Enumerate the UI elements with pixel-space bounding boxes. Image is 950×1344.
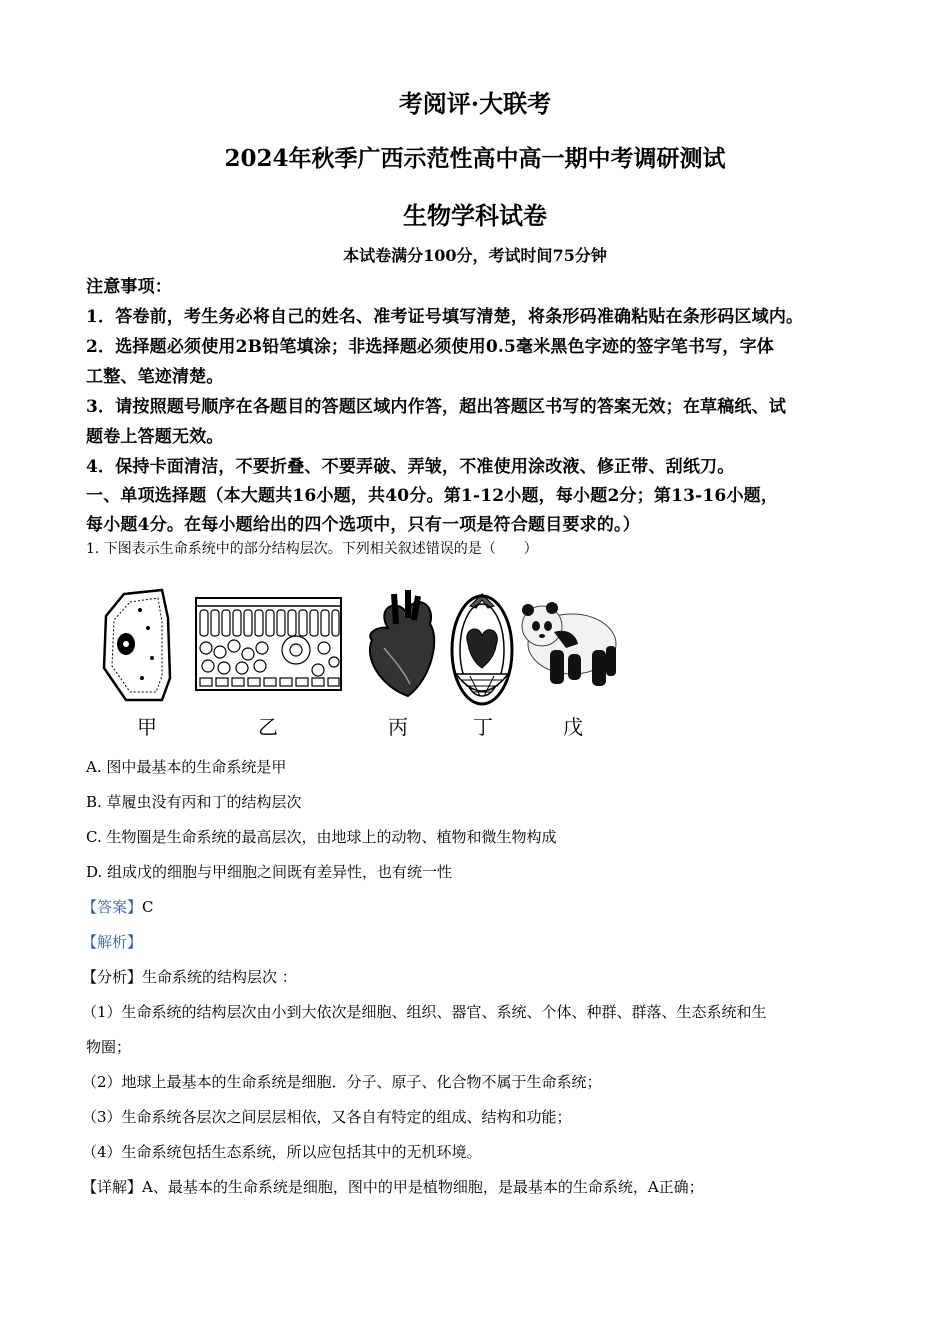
life-levels-figure — [96, 588, 636, 738]
panda-icon — [522, 602, 616, 686]
fenxi-label: 【分析】 — [82, 968, 143, 986]
notice-item: 1．答卷前，考生务必将自己的姓名、准考证号填写清楚，将条形码准确粘贴在条形码区域内。 — [86, 307, 804, 327]
detail-line — [82, 1176, 704, 1197]
detail-label: 【详解】 — [82, 1178, 143, 1196]
answer-line — [82, 896, 154, 917]
figure-label-bing: 丙 — [388, 715, 408, 739]
notice-item: 3．请按照题号顺序在各题目的答题区域内作答，超出答题区书写的答案无效；在草稿纸、试 — [86, 397, 787, 417]
notice-item: 2．选择题必须使用2B铅笔填涂；非选择题必须使用0.5毫米黑色字迹的签字笔书写，字体 — [86, 337, 774, 357]
plant-cell-icon — [104, 590, 170, 700]
analysis-point: （1）生命系统的结构层次由小到大依次是细胞、组织、器官、系统、个体、种群、群落、生态系统和生 — [82, 1003, 767, 1021]
analysis-point: （3）生命系统各层次之间层层相依，又各自有特定的组成、结构和功能； — [82, 1108, 572, 1126]
org-title: 考阅评·大联考 — [398, 89, 552, 118]
exam-title: 2024年秋季广西示范性高中高一期中考调研测试 — [224, 145, 726, 172]
section-heading-cont: 每小题4分。在每小题给出的四个选项中，只有一项是符合题目要求的。） — [86, 515, 640, 535]
subject-title: 生物学科试卷 — [403, 201, 547, 230]
analysis-label-line — [82, 931, 142, 952]
answer-value: C — [142, 898, 154, 916]
leaf-tissue-icon — [196, 598, 341, 690]
section-heading: 一、单项选择题（本大题共16小题，共40分。第1-12小题，每小题2分；第13-16小题， — [86, 486, 779, 506]
option-c: C. 生物圈是生命系统的最高层次，由地球上的动物、植物和微生物构成 — [86, 828, 557, 846]
figure-label-wu: 戊 — [563, 715, 583, 739]
option-b: B. 草履虫没有丙和丁的结构层次 — [86, 793, 302, 811]
figure-label-yi: 乙 — [258, 715, 278, 739]
answer-label: 【答案】 — [82, 898, 143, 916]
detail-text: A、最基本的生命系统是细胞，图中的甲是植物细胞，是最基本的生命系统，A正确； — [142, 1178, 704, 1196]
fenxi-line — [82, 966, 297, 987]
analysis-label: 【解析】 — [82, 933, 143, 951]
option-a: A. 图中最基本的生命系统是甲 — [86, 758, 287, 776]
circulatory-system-icon — [452, 594, 512, 704]
question-stem: 1. 下图表示生命系统中的部分结构层次。下列相关叙述错误的是（ ） — [86, 541, 538, 557]
notice-item: 工整、笔迹清楚。 — [86, 367, 224, 387]
analysis-point: 物圈； — [86, 1038, 132, 1056]
fenxi-text: 生命系统的结构层次 ： — [142, 968, 297, 986]
figure-label-ding: 丁 — [473, 715, 493, 739]
analysis-point: （4）生命系统包括生态系统，所以应包括其中的无机环境。 — [82, 1143, 482, 1161]
option-d: D. 组成戊的细胞与甲细胞之间既有差异性，也有统一性 — [86, 863, 453, 881]
exam-info: 本试卷满分100分，考试时间75分钟 — [343, 246, 607, 265]
notice-item: 题卷上答题无效。 — [86, 427, 224, 447]
notice-heading: 注意事项： — [86, 277, 172, 297]
figure-label-jia: 甲 — [137, 715, 157, 739]
analysis-point: （2）地球上最基本的生命系统是细胞．分子、原子、化合物不属于生命系统； — [82, 1073, 602, 1091]
heart-icon — [370, 590, 434, 696]
notice-item: 4．保持卡面清洁，不要折叠、不要弄破、弄皱，不准使用涂改液、修正带、刮纸刀。 — [86, 457, 735, 477]
